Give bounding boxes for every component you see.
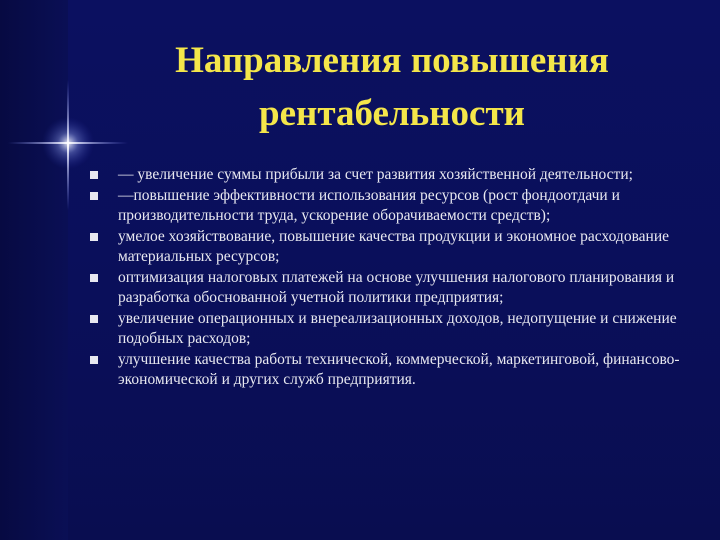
square-bullet-icon <box>90 233 98 241</box>
square-bullet-icon <box>90 274 98 282</box>
square-bullet-icon <box>90 356 98 364</box>
bullet-text: улучшение качества работы технической, коммерческой, маркетинговой, финансово-экономической и других служб предприятия. <box>118 350 680 388</box>
list-item <box>88 268 688 309</box>
list-item <box>88 309 688 350</box>
slide-title-line-2: рентабельности <box>259 93 525 134</box>
bullet-list <box>88 165 688 391</box>
list-item <box>88 165 688 186</box>
bullet-text: —повышение эффективности использования ресурсов (рост фондоотдачи и производительности труда, ускорение оборачиваемости средств); <box>118 186 620 224</box>
square-bullet-icon <box>90 192 98 200</box>
bullet-text: — увеличение суммы прибыли за счет развития хозяйственной деятельности; <box>118 166 633 183</box>
bullet-text: оптимизация налоговых платежей на основе улучшения налогового планирования и разработка обоснованной учетной политики предприятия; <box>118 268 675 306</box>
square-bullet-icon <box>90 315 98 323</box>
left-decorative-band <box>0 0 68 540</box>
bullet-text: увеличение операционных и внереализационных доходов, недопущение и снижение подобных расходов; <box>118 309 677 347</box>
slide-title-line-1: Направления повышения <box>175 40 609 81</box>
square-bullet-icon <box>90 171 98 179</box>
list-item <box>88 350 688 391</box>
list-item <box>88 227 688 268</box>
slide-title <box>92 34 692 140</box>
bullet-text: умелое хозяйствование, повышение качества продукции и экономное расходование материальных ресурсов; <box>118 227 670 265</box>
list-item <box>88 186 688 227</box>
